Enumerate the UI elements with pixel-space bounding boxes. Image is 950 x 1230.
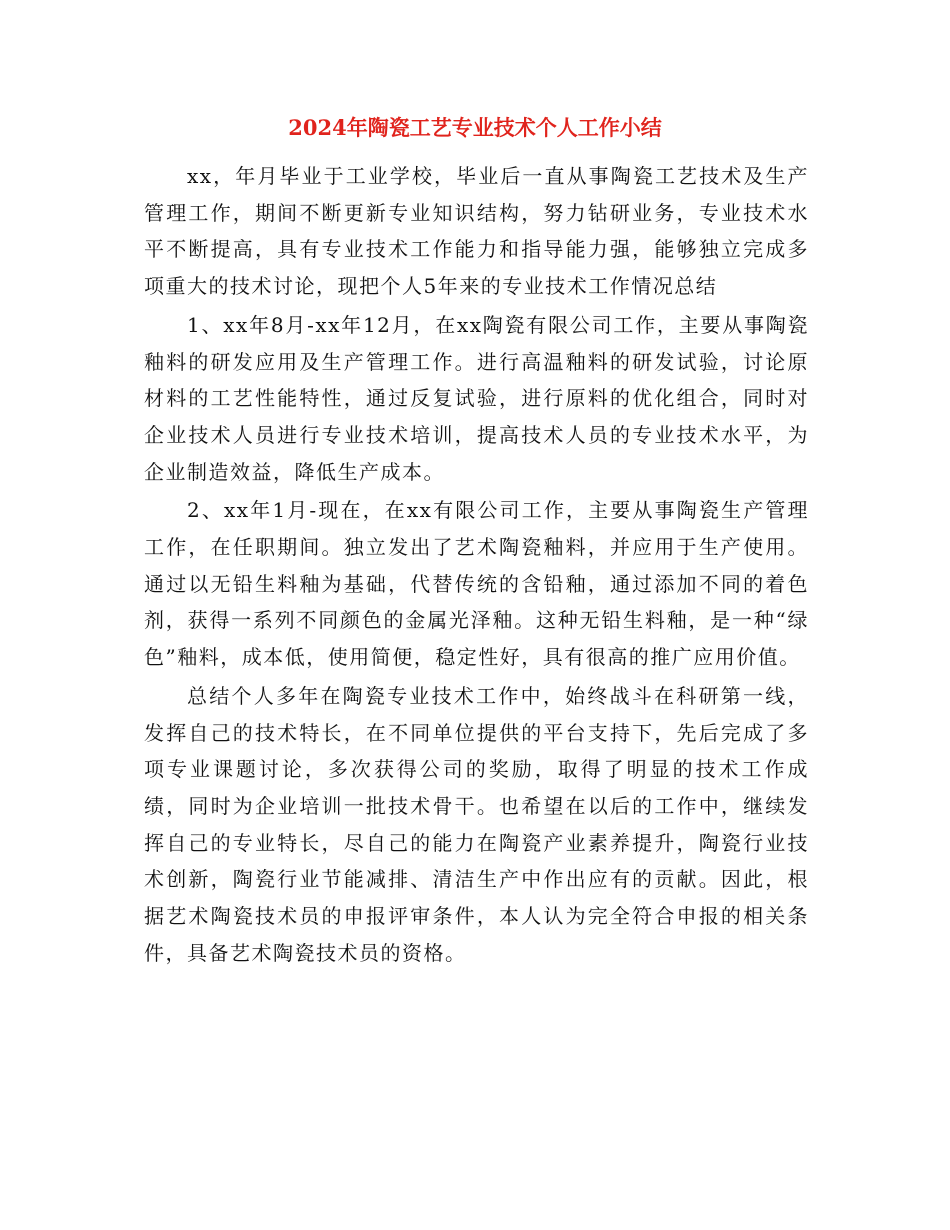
document-title: 2024年陶瓷工艺专业技术个人工作小结 — [288, 115, 662, 140]
paragraph-summary: 总结个人多年在陶瓷专业技术工作中，始终战斗在科研第一线，发挥自己的技术特长，在不同单位提供的平台支持下，先后完成了多项专业课题讨论，多次获得公司的奖励，取得了明显的技术工作成绩，同时为企业培训一批技术骨干。也希望在以后的工作中，继续发挥自己的专业特长，尽自己的能力在陶瓷产业素养提升，陶瓷行业技术创新，陶瓷行业节能减排、清洁生产中作出应有的贡献。因此，根据艺术陶瓷技术员的申报评审条件，本人认为完全符合申报的相关条件，具备艺术陶瓷技术员的资格。 — [144, 683, 809, 965]
document-body — [144, 158, 809, 971]
paragraph-item-1: 1、xx年8月-xx年12月，在xx陶瓷有限公司工作，主要从事陶瓷釉料的研发应用及生产管理工作。进行高温釉料的研发试验，讨论原材料的工艺性能特性，通过反复试验，进行原料的优化组合，同时对企业技术人员进行专业技术培训，提高技术人员的专业技术水平，为企业制造效益，降低生产成本。 — [144, 312, 809, 484]
paragraph-intro: xx，年月毕业于工业学校，毕业后一直从事陶瓷工艺技术及生产管理工作，期间不断更新专业知识结构，努力钻研业务，专业技术水平不断提高，具有专业技术工作能力和指导能力强，能够独立完成多项重大的技术讨论，现把个人5年来的专业技术工作情况总结 — [144, 164, 809, 299]
paragraph-item-2: 2、xx年1月-现在，在xx有限公司工作，主要从事陶瓷生产管理工作，在任职期间。独立发出了艺术陶瓷釉料，并应用于生产使用。通过以无铅生料釉为基础，代替传统的含铅釉，通过添加不同的着色剂，获得一系列不同颜色的金属光泽釉。这种无铅生料釉，是一种“绿色”釉料，成本低，使用简便，稳定性好，具有很高的推广应用价值。 — [144, 498, 809, 670]
